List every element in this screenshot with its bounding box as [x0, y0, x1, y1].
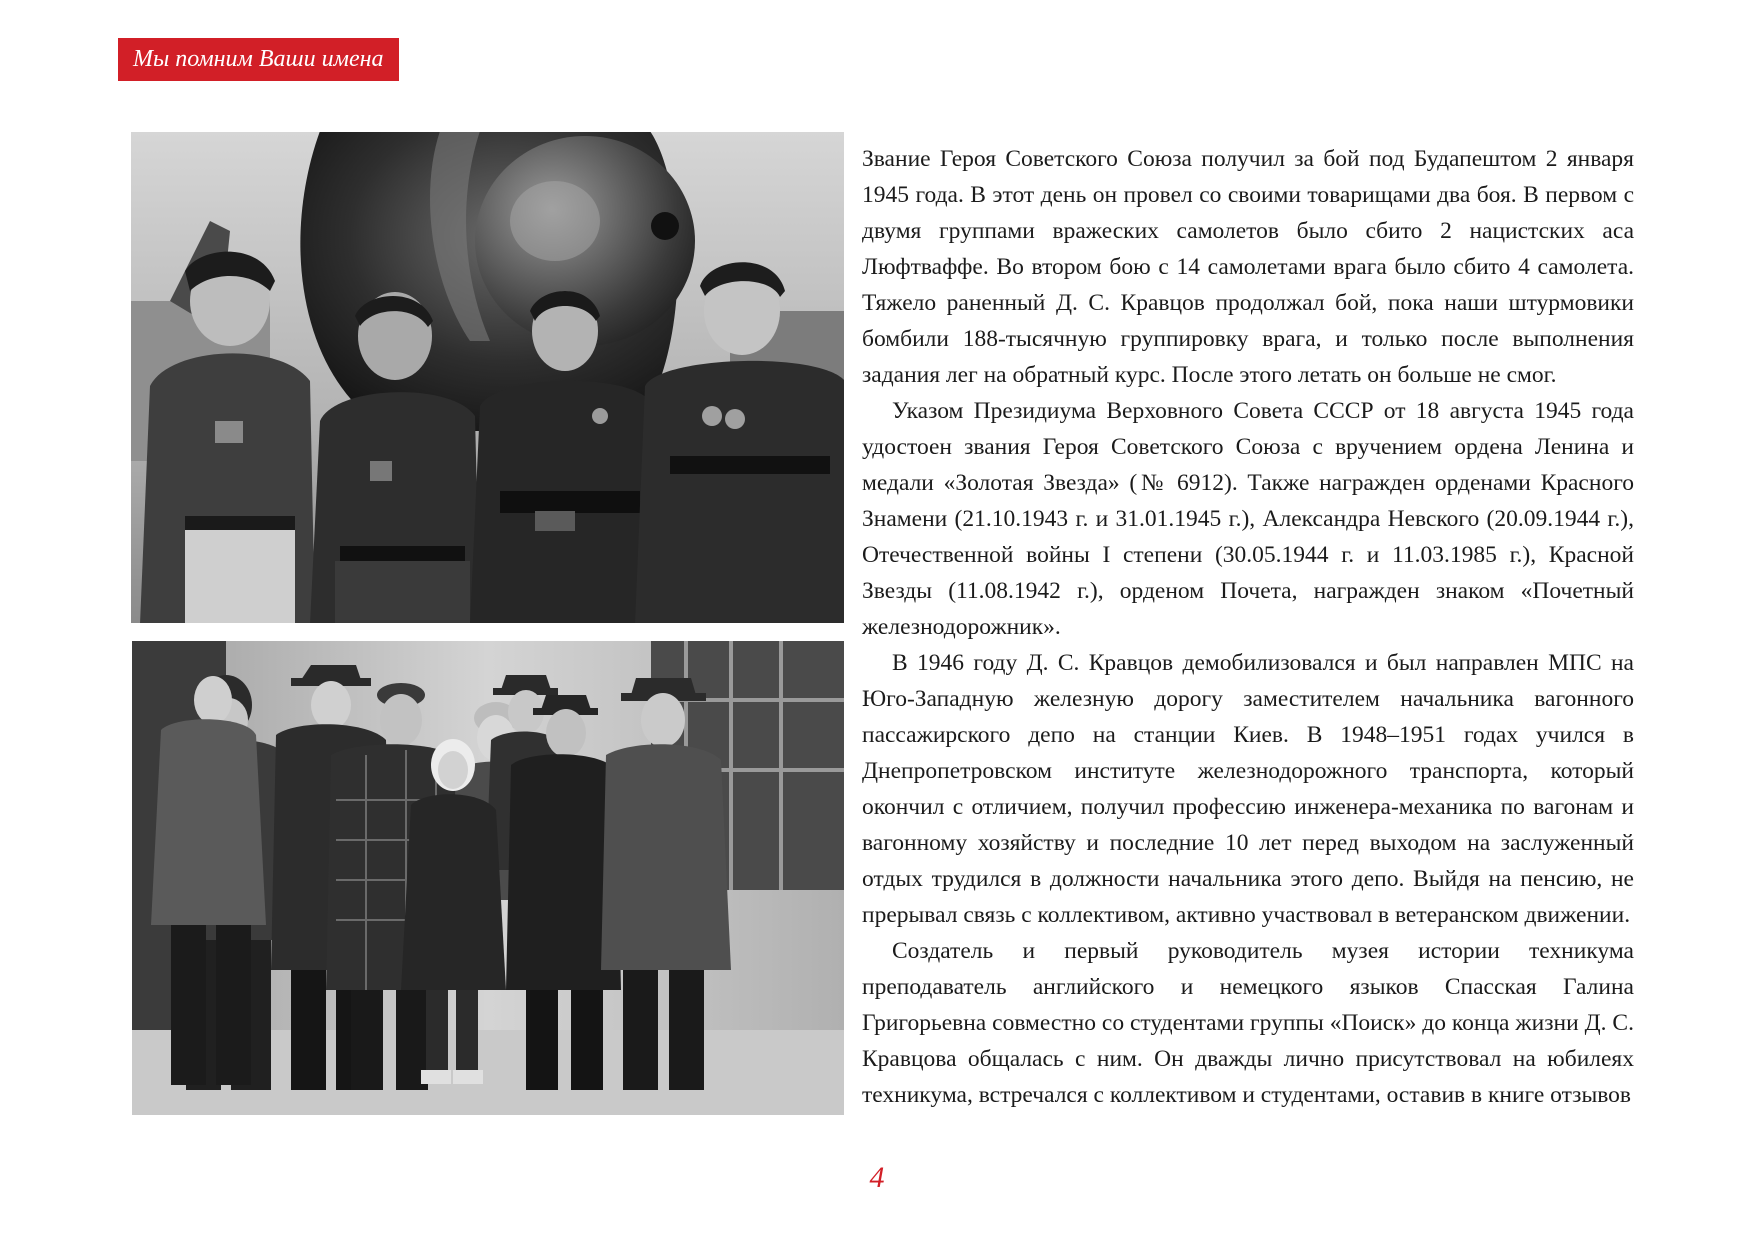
photo-pilots-by-aircraft	[130, 131, 845, 624]
article-text	[862, 141, 1634, 1113]
article-paragraph: В 1946 году Д. С. Кравцов демобилизовался и был направлен МПС на Юго-Западную железную дорогу заместителем начальника вагонного пассажирского депо на станции Киев. В 1948–1951 годах учился в Днепропетровском институте железнодорожного транспорта, который окончил с отличием, получил профессию инженера-механика по вагонам и вагонному хозяйству и последние 10 лет перед выходом на заслуженный отдых трудился в должности начальника этого депо. Выйдя на пенсию, не прерывал связь с коллективом, активно участвовал в ветеранском движении.	[862, 650, 1634, 928]
section-header-label: Мы помним Ваши имена	[118, 38, 399, 81]
article-paragraph: Указом Президиума Верховного Совета СССР от 18 августа 1945 года удостоен звания Героя Советского Союза с вручением ордена Ленина и медали «Золотая Звезда» (№ 6912). Также награжден орденами Красного Знамени (21.10.1943 г. и 31.01.1945 г.), Александра Невского (20.09.1944 г.), Отечественной войны I степени (30.05.1944 г. и 11.03.1985 г.), Красной Звезды (11.08.1942 г.), орденом Почета, награжден знаком «Почетный железнодорожник».	[862, 398, 1634, 640]
page-number: 4	[869, 1161, 885, 1194]
article-paragraph: Звание Героя Советского Союза получил за бой под Будапештом 2 января 1945 года. В этот день он провел со своими товарищами два боя. В первом с двумя группами вражеских самолетов было сбито 2 нацистских аса Люфтваффе. Во втором бою с 14 самолетами врага было сбито 4 самолета. Тяжело раненный Д. С. Кравцов продолжал бой, пока наши штурмовики бомбили 188-тысячную группировку врага, и только после выполнения задания лег на обратный курс. После этого летать он больше не смог.	[862, 146, 1634, 388]
photo-veterans-group	[131, 640, 845, 1116]
article-paragraph: Создатель и первый руководитель музея истории техникума преподаватель английского и немецкого языков Спасская Галина Григорьевна совместно со студентами группы «Поиск» до конца жизни Д. С. Кравцова общалась с ним. Он дважды лично присутствовал на юбилеях техникума, встречался с коллективом и студентами, оставив в книге отзывов	[862, 938, 1634, 1108]
